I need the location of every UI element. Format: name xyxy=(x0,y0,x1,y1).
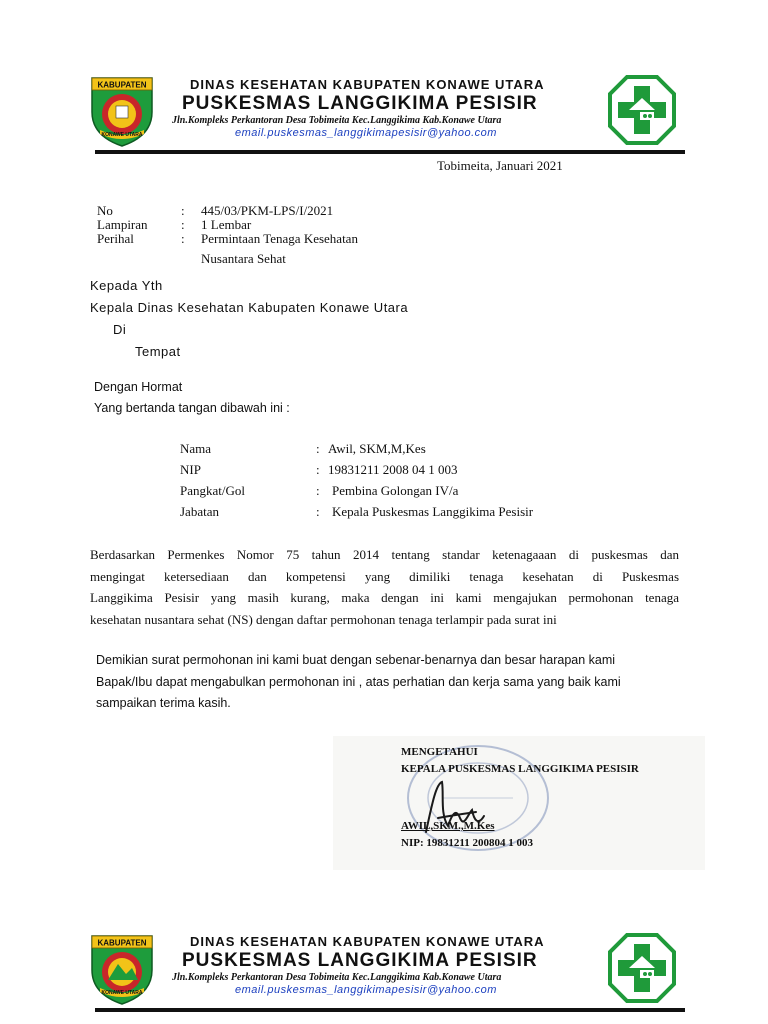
identity-label-pangkat: Pangkat/Gol xyxy=(180,483,245,498)
signature-line1: MENGETAHUI xyxy=(401,746,478,758)
intro-line: Yang bertanda tangan dibawah ini : xyxy=(94,401,290,415)
meta-sep: : xyxy=(181,217,185,232)
recipient-line4: Tempat xyxy=(135,344,181,359)
agency-name: DINAS KESEHATAN KABUPATEN KONAWE UTARA xyxy=(190,77,545,92)
paragraph-1-line: Berdasarkan Permenkes Nomor 75 tahun 2014 tentang standar ketenagaaan di puskesmas dan xyxy=(90,547,679,562)
puskesmas-name: PUSKESMAS LANGGIKIMA PESISIR xyxy=(182,950,538,971)
identity-value-pangkat: Pembina Golongan IV/a xyxy=(332,483,459,498)
meta-perihal-cont: Nusantara Sehat xyxy=(201,251,286,266)
signature-scan xyxy=(333,736,705,870)
emblem-top-text: KABUPATEN xyxy=(97,80,147,90)
signature-name: AWIL,SKM.,M.Kes xyxy=(401,820,495,832)
header-divider xyxy=(95,150,685,154)
identity-value-jabatan: Kepala Puskesmas Langgikima Pesisir xyxy=(332,504,534,519)
recipient-line3: Di xyxy=(113,322,127,337)
puskesmas-name: PUSKESMAS LANGGIKIMA PESISIR xyxy=(182,93,538,114)
paragraph-1-line: mengingat ketersediaan dan kompetensi yang dimiliki tenaga kesehatan di Puskesmas xyxy=(90,568,679,584)
puskesmas-cross-icon xyxy=(607,74,677,146)
emblem-bottom-text: KONAWE UTARA xyxy=(101,990,143,996)
paragraph-1-line: Langgikima Pesisir yang masih kurang, maka dengan ini kami mengajukan permohonan tenaga xyxy=(90,590,679,605)
email-line: email.puskesmas_langgikimapesisir@yahoo.com xyxy=(235,127,497,139)
body-paragraph-2 xyxy=(96,650,676,715)
meta-label-perihal: Perihal xyxy=(97,231,134,246)
signature-line2: KEPALA PUSKESMAS LANGGIKIMA PESISIR xyxy=(401,763,639,775)
address-line: Jln.Kompleks Perkantoran Desa Tobimeita Kec.Langgikima Kab.Konawe Utara xyxy=(172,115,502,126)
meta-sep: : xyxy=(181,203,185,218)
identity-sep: : xyxy=(316,504,320,519)
address-line: Jln.Kompleks Perkantoran Desa Tobimeita Kec.Langgikima Kab.Konawe Utara xyxy=(172,972,502,983)
identity-value-nama: Awil, SKM,M,Kes xyxy=(328,441,426,456)
regency-emblem-icon xyxy=(88,72,156,148)
recipient-line1: Kepada Yth xyxy=(90,278,163,293)
agency-name: DINAS KESEHATAN KABUPATEN KONAWE UTARA xyxy=(190,934,545,949)
paragraph-2-line: Bapak/Ibu dapat mengabulkan permohonan ini , atas perhatian dan kerja sama yang baik kami xyxy=(96,674,621,689)
regency-emblem-icon xyxy=(88,930,156,1006)
email-line: email.puskesmas_langgikimapesisir@yahoo.com xyxy=(235,984,497,996)
meta-value-perihal: Permintaan Tenaga Kesehatan xyxy=(201,231,358,246)
paragraph-1-line: kesehatan nusantara sehat (NS) dengan daftar permohonan tenaga terlampir pada surat ini xyxy=(90,611,557,627)
identity-sep: : xyxy=(316,441,320,456)
paragraph-2-line: sampaikan terima kasih. xyxy=(96,696,231,710)
paragraph-2-line: Demikian surat permohonan ini kami buat dengan sebenar-benarnya dan besar harapan kami xyxy=(96,653,616,667)
identity-label-nip: NIP xyxy=(180,462,201,477)
meta-value-no: 445/03/PKM-LPS/I/2021 xyxy=(201,203,334,218)
identity-label-nama: Nama xyxy=(180,441,212,456)
greeting: Dengan Hormat xyxy=(94,380,183,394)
identity-sep: : xyxy=(316,462,320,477)
header-divider xyxy=(95,1008,685,1012)
meta-label-lampiran: Lampiran xyxy=(97,217,148,232)
recipient-line2: Kepala Dinas Kesehatan Kabupaten Konawe Utara xyxy=(90,300,409,315)
signature-nip: NIP: 19831211 200804 1 003 xyxy=(401,837,533,849)
identity-label-jabatan: Jabatan xyxy=(180,504,219,519)
puskesmas-cross-icon xyxy=(607,932,677,1004)
place-date: Tobimeita, Januari 2021 xyxy=(437,158,563,173)
meta-label-no: No xyxy=(97,203,113,218)
identity-sep: : xyxy=(316,483,320,498)
identity-value-nip: 19831211 2008 04 1 003 xyxy=(328,462,458,477)
body-paragraph-1 xyxy=(90,544,679,630)
meta-sep: : xyxy=(181,231,185,246)
meta-value-lampiran: 1 Lembar xyxy=(201,217,252,232)
handwritten-signature-icon xyxy=(418,774,498,844)
emblem-top-text: KABUPATEN xyxy=(97,938,147,948)
emblem-bottom-text: KONAWE UTARA xyxy=(101,132,143,138)
